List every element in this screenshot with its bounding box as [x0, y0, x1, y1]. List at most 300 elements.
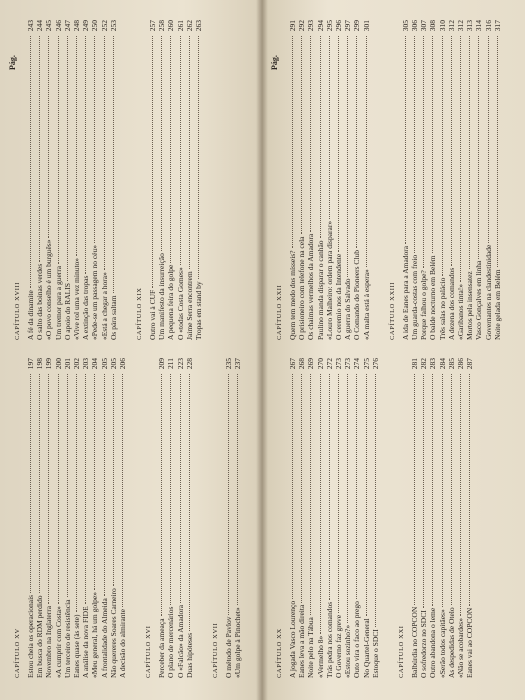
toc-entry-title: Um guarda-costas com freio: [410, 254, 420, 340]
chapter-block: [276, 358, 380, 678]
toc-column: [14, 358, 260, 678]
toc-entry: [194, 20, 203, 340]
toc-entry-title: Um manifesto da insurreição: [157, 253, 167, 340]
toc-page-number: 201: [62, 358, 72, 370]
dot-leader: [414, 36, 415, 253]
dot-leader: [161, 36, 162, 251]
toc-page-number: 312: [456, 20, 466, 32]
toc-entry-title: O apoio do RALIS: [62, 283, 72, 340]
toc-entry-title: Um terceiro de resistência: [62, 599, 72, 678]
toc-entry-title: O prisioneiro com telefone na cela: [297, 236, 307, 340]
dot-leader: [432, 36, 433, 253]
toc-page-number: 299: [352, 20, 362, 32]
dot-leader: [228, 374, 229, 615]
toc-page-number: 292: [297, 20, 307, 32]
toc-page-number: 228: [184, 358, 194, 370]
dot-leader: [161, 374, 162, 616]
toc-entry: [410, 20, 419, 340]
toc-entry: [419, 20, 428, 340]
chapter-block: [389, 20, 502, 340]
toc-page-number: 243: [26, 20, 35, 32]
dot-leader: [442, 36, 443, 276]
toc-page-number: 204: [90, 358, 100, 370]
toc-entry: [438, 358, 447, 678]
dot-leader: [113, 36, 114, 293]
toc-page-number: 274: [352, 358, 362, 370]
toc-page-number: 260: [166, 20, 176, 32]
toc-entry-title: Eanes leva a mão direita: [297, 604, 307, 678]
toc-page-number: 253: [108, 20, 118, 32]
dot-leader: [442, 374, 443, 607]
toc-entry-title: O balde nocturno em Belém: [428, 255, 438, 340]
toc-page-number: 202: [72, 358, 82, 370]
toc-entry: [288, 358, 297, 678]
toc-entry-title: «Um golpe à Pinochet»: [233, 607, 243, 678]
dot-leader: [478, 36, 479, 259]
book-gutter: [256, 0, 268, 700]
dot-leader: [423, 374, 424, 608]
toc-page-number: 209: [157, 358, 167, 370]
toc-page-number: 197: [26, 358, 35, 370]
dot-leader: [198, 36, 199, 279]
toc-page-number: 262: [184, 20, 194, 32]
toc-page-number: 296: [334, 20, 344, 32]
dot-leader: [356, 36, 357, 248]
toc-entry: [306, 358, 315, 678]
toc-entry-title: Estou cheia os operacionais: [26, 594, 35, 678]
left-page-content-rotated: [0, 0, 262, 700]
toc-page-number: 263: [194, 20, 204, 32]
dot-leader: [170, 374, 171, 605]
chapter-title: CAPÍTULO XVI: [145, 625, 153, 678]
toc-entry: [233, 358, 242, 678]
toc-entry-title: O Comando do Pioneers Club: [352, 250, 362, 340]
dot-leader: [366, 374, 367, 616]
toc-entry: [362, 20, 371, 340]
toc-entry-title: O «todas Costa Gomes»: [175, 267, 185, 340]
toc-entry: [224, 358, 233, 678]
dot-leader: [356, 374, 357, 599]
toc-page-number: 211: [166, 358, 176, 369]
toc-page-number: 272: [324, 358, 334, 370]
toc-page-number: 257: [148, 20, 158, 32]
toc-entry: [35, 20, 44, 340]
toc-page-number: 261: [175, 20, 185, 32]
chapter-title: CAPÍTULO XVIII: [14, 281, 21, 340]
dot-leader: [405, 36, 406, 244]
dot-leader: [48, 36, 49, 238]
dot-leader: [180, 36, 181, 265]
toc-entry: [352, 358, 361, 678]
toc-entry: [343, 358, 352, 678]
dot-leader: [67, 374, 68, 597]
toc-page-number: 244: [35, 20, 45, 32]
toc-entry-title: «Estou sozinho?»: [343, 624, 353, 678]
toc-entry: [352, 20, 361, 340]
pag-header: Pág.: [8, 55, 17, 70]
dot-leader: [451, 374, 452, 605]
dot-leader: [189, 36, 190, 269]
toc-entry-title: O método de Pavlov: [224, 616, 234, 678]
toc-entry: [90, 20, 99, 340]
pag-header: Pág.: [270, 55, 279, 70]
toc-entry: [148, 20, 157, 340]
toc-page-number: 199: [44, 358, 54, 370]
toc-column: [276, 358, 492, 678]
toc-entry: [176, 20, 185, 340]
toc-entry: [306, 20, 315, 340]
toc-entry-title: A ida de Eanes para a Amadora: [400, 245, 410, 340]
toc-entry-title: No Quartel-General: [361, 618, 371, 678]
toc-entry: [297, 20, 306, 340]
toc-page-number: 306: [410, 20, 420, 32]
dot-leader: [338, 36, 339, 252]
toc-entry-title: «Serão todos capitães»: [437, 609, 447, 678]
toc-entry: [325, 358, 334, 678]
toc-page-number: 200: [53, 358, 63, 370]
toc-page-number: 284: [437, 358, 447, 370]
toc-entry-title: Jaime Serra encontrem: [184, 271, 194, 340]
dot-leader: [320, 36, 321, 238]
toc-entry: [26, 358, 35, 678]
toc-entry: [325, 20, 334, 340]
dot-leader: [48, 374, 49, 604]
toc-entry-title: Outro abandona o leme: [428, 607, 438, 678]
toc-page-number: 313: [465, 20, 475, 32]
toc-entry: [63, 20, 72, 340]
toc-entry: [185, 358, 194, 678]
dot-leader: [488, 36, 489, 243]
toc-page-number: 205: [99, 358, 109, 370]
toc-page-number: 249: [81, 20, 91, 32]
chapter-block: [14, 20, 118, 340]
toc-entry: [100, 20, 109, 340]
toc-page-number: 203: [81, 358, 91, 370]
toc-entry-title: «A malta está à espera»: [361, 269, 371, 340]
dot-leader: [94, 374, 95, 590]
toc-entry: [465, 20, 474, 340]
toc-entry: [72, 20, 81, 340]
dot-leader: [414, 374, 415, 605]
toc-entry-title: «Vermelho 8»: [315, 635, 325, 678]
toc-page-number: 307: [419, 20, 429, 32]
toc-entry-title: A guerra do Salvado: [343, 278, 353, 340]
toc-page-number: 250: [90, 20, 100, 32]
toc-entry: [474, 20, 483, 340]
toc-entry: [334, 20, 343, 340]
toc-entry: [185, 20, 194, 340]
toc-entry-title: A análise da nova FIDE: [81, 606, 91, 678]
chapter-title: CAPÍTULO XXIII: [388, 281, 396, 340]
dot-leader: [67, 36, 68, 281]
dot-leader: [310, 374, 311, 615]
toc-entry-title: Um tremor para a guerra: [53, 265, 63, 340]
toc-page-number: 273: [334, 358, 344, 370]
dot-leader: [85, 36, 86, 274]
toc-entry-title: O salto das boinas verdes: [35, 263, 45, 340]
toc-entry-title: Estoque o SDCI: [370, 629, 380, 678]
dot-leader: [451, 36, 452, 266]
dot-leader: [347, 36, 348, 277]
toc-entry: [54, 358, 63, 678]
toc-entry-title: A fé da dinamite: [26, 290, 35, 340]
toc-entry: [44, 20, 53, 340]
toc-entry-title: O plano de mercenários: [166, 606, 176, 678]
toc-page-number: 235: [224, 358, 234, 370]
toc-entry-title: O ceremio nos da Intendente: [334, 253, 344, 340]
toc-page-number: 317: [492, 20, 502, 32]
toc-entry-title: Perceber da ameaça: [157, 618, 167, 678]
toc-page-number: 293: [306, 20, 316, 32]
dot-leader: [423, 36, 424, 268]
toc-page-number: 237: [233, 358, 243, 370]
chapter-block: [14, 358, 127, 678]
toc-page-number: 246: [53, 20, 63, 32]
dot-leader: [310, 36, 311, 232]
toc-entry-title: A pequena feira do golpe: [166, 264, 176, 340]
toc-entry-title: Não quereres Soares Carneiro: [108, 588, 118, 678]
toc-entry: [316, 20, 325, 340]
toc-entry-title: «O povo conselho é um burguês»: [44, 239, 54, 340]
dot-leader: [497, 36, 498, 267]
toc-page-number: 198: [35, 358, 45, 370]
toc-entry: [428, 20, 437, 340]
toc-entry-title: O sofredorzo no SDCI: [419, 610, 429, 678]
dot-leader: [460, 36, 461, 282]
toc-page-number: 281: [410, 358, 420, 370]
toc-page-number: 294: [315, 20, 325, 32]
dot-leader: [366, 36, 367, 267]
toc-page-number: 206: [118, 358, 128, 370]
toc-entry-title: Eanes vai ao COPCON: [465, 607, 475, 678]
toc-entry: [371, 358, 380, 678]
toc-page-number: 295: [324, 20, 334, 32]
dot-leader: [460, 374, 461, 616]
chapter-title: CAPÍTULO XX: [276, 628, 283, 678]
dot-leader: [301, 374, 302, 603]
toc-column: [276, 20, 520, 340]
dot-leader: [180, 374, 181, 603]
toc-entry-title: Eanes quase (às sete): [72, 614, 82, 678]
toc-page-number: 316: [483, 20, 493, 32]
toc-page-number: 270: [315, 358, 325, 370]
toc-entry: [81, 358, 90, 678]
dot-leader: [292, 374, 293, 599]
dot-leader: [329, 374, 330, 600]
toc-page-number: 269: [306, 358, 316, 370]
chapter-block: [145, 358, 194, 678]
toc-page-number: 287: [465, 358, 475, 370]
toc-entry: [316, 358, 325, 678]
toc-page-number: 285: [446, 358, 456, 370]
chapter-title: CAPÍTULO XVII: [212, 622, 220, 678]
toc-entry-title: Porque falhou o golpe?: [419, 270, 429, 340]
toc-entry-title: O Governo faz greve: [334, 614, 344, 678]
dot-leader: [94, 36, 95, 243]
dot-leader: [329, 36, 330, 219]
left-page: [0, 0, 262, 700]
toc-entry-title: Noite gelada em Belém: [492, 269, 502, 340]
toc-entry: [109, 20, 118, 340]
dot-leader: [469, 36, 470, 269]
dot-leader: [104, 36, 105, 270]
chapter-block: [136, 20, 203, 340]
toc-entry: [166, 358, 175, 678]
toc-entry: [456, 358, 465, 678]
toc-entry-title: Governantes na clandestinidade: [483, 244, 493, 340]
dot-leader: [85, 374, 86, 604]
toc-entry-title: Os chaimas vermelhos da Amadora: [306, 233, 316, 340]
dot-leader: [375, 374, 376, 627]
dot-leader: [170, 36, 171, 263]
toc-page-number: 301: [361, 20, 371, 32]
toc-entry: [54, 20, 63, 340]
dot-leader: [104, 374, 105, 596]
toc-page-number: 223: [175, 358, 185, 370]
dot-leader: [122, 374, 123, 607]
dot-leader: [39, 36, 40, 262]
toc-page-number: 297: [343, 20, 353, 32]
dot-leader: [113, 374, 114, 586]
toc-entry: [493, 20, 502, 340]
dot-leader: [152, 36, 153, 288]
toc-entry: [44, 358, 53, 678]
chapter-title: CAPÍTULO XXI: [398, 625, 406, 678]
toc-entry-title: Outro vai à CUF: [148, 289, 158, 340]
dot-leader: [76, 36, 77, 256]
toc-entry: [484, 20, 493, 340]
toc-page-number: 314: [474, 20, 484, 32]
toc-entry-title: Paulino manda disparar o canhão: [315, 240, 325, 340]
toc-entry-title: Tropas em stand by: [194, 281, 204, 340]
toc-entry: [419, 358, 428, 678]
toc-entry: [465, 358, 474, 678]
toc-page-number: 205: [108, 358, 118, 370]
toc-page-number: 283: [428, 358, 438, 370]
toc-page-number: 286: [456, 358, 466, 370]
toc-entry-title: A decisão do almirante: [118, 609, 128, 678]
toc-entry: [157, 358, 166, 678]
toc-entry: [410, 358, 419, 678]
toc-page-number: 248: [72, 20, 82, 32]
toc-entry: [109, 358, 118, 678]
toc-entry-title: «Meu general, há um golpe»: [90, 591, 100, 678]
toc-entry: [26, 20, 35, 340]
toc-entry-title: O «Falcão» da Amadora: [175, 604, 185, 678]
dot-leader: [76, 374, 77, 612]
toc-entry: [176, 358, 185, 678]
toc-entry: [297, 358, 306, 678]
toc-entry-title: «Está a chegar a hora»: [99, 272, 109, 340]
toc-page-number: 276: [370, 358, 380, 370]
toc-entry: [63, 358, 72, 678]
dot-leader: [237, 374, 238, 605]
toc-page-number: 245: [44, 20, 54, 32]
toc-entry: [166, 20, 175, 340]
chapter-title: CAPÍTULO XV: [14, 628, 21, 678]
toc-entry: [447, 358, 456, 678]
toc-page-number: 273: [343, 358, 353, 370]
toc-entry: [334, 358, 343, 678]
dot-leader: [301, 36, 302, 235]
toc-page-number: 305: [400, 20, 410, 32]
toc-entry-title: A frontalidade do Almeida: [99, 598, 109, 678]
chapter-block: [212, 358, 242, 678]
dot-leader: [469, 374, 470, 606]
toc-entry-title: «Garibanos tinta!»: [456, 283, 466, 340]
toc-entry-title: As despedidas de Otelo: [446, 607, 456, 678]
toc-entry: [343, 20, 352, 340]
toc-entry-title: A extinção das tropas: [81, 275, 91, 340]
chapter-block: [276, 20, 371, 340]
right-page: [262, 0, 525, 700]
toc-entry: [447, 20, 456, 340]
toc-entry-title: «Pede-se um passagem no céu»: [90, 245, 100, 340]
toc-entry: [288, 20, 297, 340]
toc-entry-title: Mortos pela insensatez: [465, 271, 475, 340]
toc-entry-title: Três salas no palácio: [437, 277, 447, 340]
toc-page-number: 247: [62, 20, 72, 32]
toc-entry-title: Quem tem medo dos mísseis?: [288, 250, 297, 340]
toc-entry-title: Balbúrdia no COPCON: [410, 606, 420, 678]
toc-page-number: 308: [428, 20, 438, 32]
toc-entry: [35, 358, 44, 678]
dot-leader: [432, 374, 433, 606]
toc-entry-title: Noite pelo na Tábua: [306, 617, 316, 678]
dot-leader: [292, 36, 293, 248]
toc-entry-title: Novembro na Inglaterra: [44, 605, 54, 678]
toc-entry-title: «Não se acobardes»: [456, 618, 466, 678]
dot-leader: [338, 374, 339, 613]
toc-page-number: 275: [361, 358, 371, 370]
toc-page-number: 268: [297, 358, 307, 370]
chapter-block: [398, 358, 474, 678]
toc-entry: [456, 20, 465, 340]
toc-page-number: 310: [437, 20, 447, 32]
toc-entry-title: Vasco Gonçalves em linha: [474, 260, 484, 340]
toc-entry: [100, 358, 109, 678]
dot-leader: [39, 374, 40, 594]
toc-entry-title: «Vive rol uma vez minuto»: [72, 257, 82, 340]
dot-leader: [58, 374, 59, 604]
toc-entry-title: A dezena dos comandos: [446, 267, 456, 340]
toc-page-number: 252: [99, 20, 109, 32]
toc-entry-title: Trás pedra nos comandos: [324, 601, 334, 678]
toc-entry: [428, 358, 437, 678]
toc-page-number: 258: [157, 20, 167, 32]
dot-leader: [347, 374, 348, 623]
toc-entry: [438, 20, 447, 340]
dot-leader: [58, 36, 59, 264]
dot-leader: [30, 36, 31, 288]
chapter-title: CAPÍTULO XIX: [136, 287, 144, 340]
toc-page-number: 291: [288, 20, 297, 32]
toc-entry: [157, 20, 166, 340]
toc-entry-title: «Louro Malheiro: ordem para disparar»: [324, 220, 334, 340]
toc-entry: [72, 358, 81, 678]
right-page-content-rotated: [262, 0, 524, 700]
toc-page-number: 267: [288, 358, 297, 370]
toc-entry-title: Em busca do RDM perdido: [35, 595, 45, 678]
toc-entry: [90, 358, 99, 678]
toc-entry: [362, 358, 371, 678]
toc-entry-title: A jogada Vasco Lourenço: [288, 600, 297, 678]
toc-column: [14, 20, 221, 340]
toc-entry: [118, 358, 127, 678]
toc-entry-title: Os pára saltam: [108, 295, 118, 340]
toc-page-number: 282: [419, 358, 429, 370]
chapter-title: CAPÍTULO XXII: [276, 284, 283, 340]
